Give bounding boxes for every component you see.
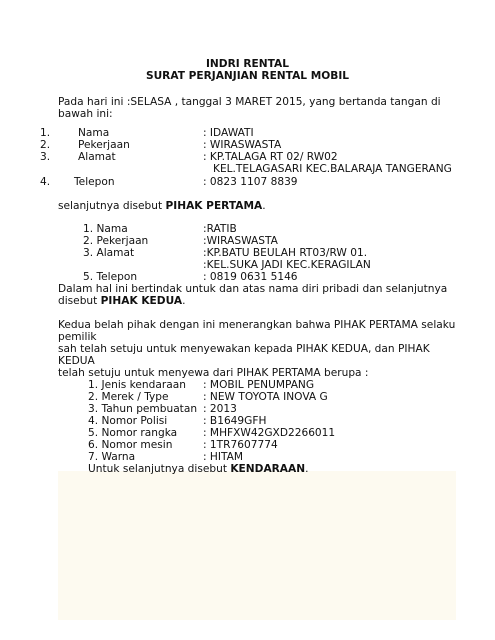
vehicle-label: 5. Nomor rangka	[88, 427, 178, 439]
agreement-line-3: sah telah setuju untuk menyewakan kepada PIHAK KEDUA, dan PIHAK	[58, 343, 430, 355]
intro-line-1: Pada hari ini :SELASA , tanggal 3 MARET 2015, yang bertanda tangan di	[58, 96, 441, 108]
party1-value: : 0823 1107 8839	[203, 176, 298, 188]
party1-label: Nama	[78, 127, 110, 139]
party1-value: : WIRASWASTA	[203, 139, 282, 151]
document-title: SURAT PERJANJIAN RENTAL MOBIL	[145, 70, 350, 82]
party1-label: Alamat	[78, 151, 116, 163]
party2-value: :RATIB	[203, 223, 237, 235]
party1-num: 2.	[40, 139, 51, 151]
party2-value: :WIRASWASTA	[203, 235, 278, 247]
vehicle-label: 1. Jenis kendaraan	[88, 379, 186, 391]
party1-num: 3.	[40, 151, 51, 163]
party1-label: Pekerjaan	[78, 139, 130, 151]
party1-num: 4.	[40, 176, 51, 188]
party2-value: :KEL.SUKA JADI KEC.KERAGILAN	[203, 259, 371, 271]
party1-label: Telepon	[74, 176, 115, 188]
vehicle-value: : B1649GFH	[203, 415, 267, 427]
party1-value: : IDAWATI	[203, 127, 254, 139]
agreement-line-5: telah setuju untuk menyewa dari PIHAK PERTAMA berupa :	[58, 367, 369, 379]
vehicle-designation: Untuk selanjutnya disebut KENDARAAN.	[88, 463, 309, 475]
party2-label: 5. Telepon	[83, 271, 138, 283]
party2-value: : 0819 0631 5146	[203, 271, 298, 283]
vehicle-label: 3. Tahun pembuatan	[88, 403, 198, 415]
vehicle-label: 2. Merek / Type	[88, 391, 169, 403]
party1-num: 1.	[40, 127, 51, 139]
vehicle-value: : 1TR7607774	[203, 439, 278, 451]
vehicle-value: : HITAM	[203, 451, 244, 463]
vehicle-label: 6. Nomor mesin	[88, 439, 173, 451]
party1-designation: selanjutnya disebut PIHAK PERTAMA.	[58, 200, 266, 212]
party2-label: 2. Pekerjaan	[83, 235, 149, 247]
vehicle-value: : NEW TOYOTA INOVA G	[203, 391, 328, 403]
shaded-area	[58, 471, 456, 620]
vehicle-label: 4. Nomor Polisi	[88, 415, 168, 427]
vehicle-value: : MOBIL PENUMPANG	[203, 379, 315, 391]
party2-statement-line-1: Dalam hal ini bertindak untuk dan atas nama diri pribadi dan selanjutnya	[58, 283, 448, 295]
party1-value: KEL.TELAGASARI KEC.BALARAJA TANGERANG	[213, 163, 452, 175]
agreement-line-4: KEDUA	[58, 355, 95, 367]
company-name: INDRI RENTAL	[205, 58, 289, 70]
party2-label: 3. Alamat	[83, 247, 135, 259]
agreement-line-2: pemilik	[58, 331, 97, 343]
vehicle-label: 7. Warna	[88, 451, 136, 463]
vehicle-value: : 2013	[203, 403, 237, 415]
party1-value: : KP.TALAGA RT 02/ RW02	[203, 151, 338, 163]
intro-line-2: bawah ini:	[58, 108, 113, 120]
vehicle-value: : MHFXW42GXD2266011	[203, 427, 336, 439]
party2-value: :KP.BATU BEULAH RT03/RW 01.	[203, 247, 368, 259]
agreement-line-1: Kedua belah pihak dengan ini menerangkan bahwa PIHAK PERTAMA selaku	[58, 319, 456, 331]
party2-statement-line-2: disebut PIHAK KEDUA.	[58, 295, 186, 307]
party2-label: 1. Nama	[83, 223, 128, 235]
